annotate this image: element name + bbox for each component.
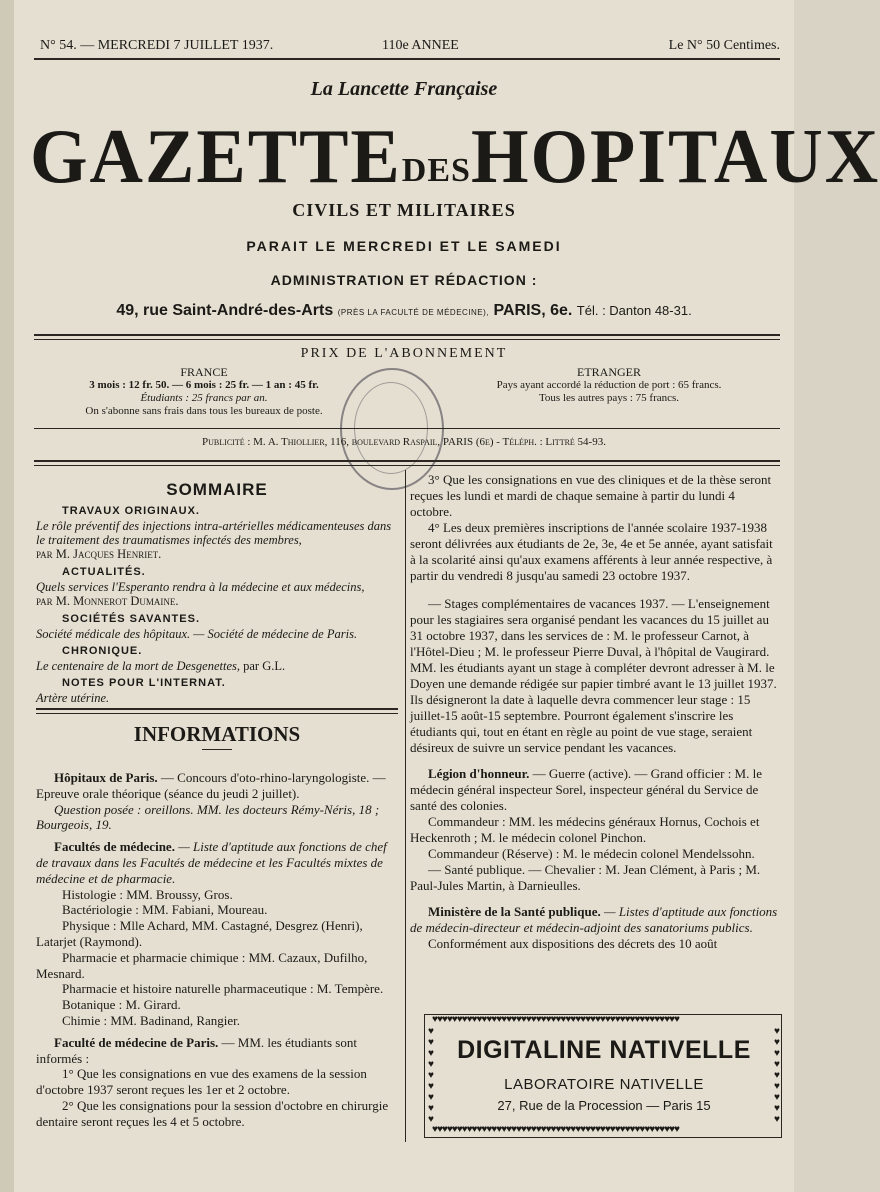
right-paragraph: Conformément aux dispositions des décrets des 10 août	[428, 936, 718, 951]
sommaire-section	[36, 504, 398, 562]
masthead-subtitle: CIVILS ET MILITAIRES	[292, 200, 516, 220]
info-question: Question posée : oreillons. MM. les docteurs Rémy-Néris, 18 ; Bourgeois, 19.	[36, 801, 380, 833]
sommaire-section-text: Artère utérine.	[36, 691, 110, 705]
address-note: (PRÈS LA FACULTÉ DE MÉDECINE),	[337, 308, 490, 317]
right-paragraph: Commandeur (Réserve) : M. le médecin colonel Mendelssohn.	[428, 846, 755, 861]
ad-laboratory: LABORATOIRE NATIVELLE	[504, 1076, 704, 1093]
info-aptitude-item: Bactériologie : MM. Fabiani, Moureau.	[62, 902, 268, 918]
rule-after-pub-2	[34, 465, 780, 466]
masthead-des: DES	[401, 152, 471, 189]
top-rule	[34, 58, 780, 60]
sommaire-section	[36, 565, 398, 609]
masthead-gazette: GAZETTE	[30, 113, 402, 201]
info-aptitude-item: Botanique : M. Girard.	[62, 997, 181, 1013]
ad-border-top: ♥♥♥♥♥♥♥♥♥♥♥♥♥♥♥♥♥♥♥♥♥♥♥♥♥♥♥♥♥♥♥♥♥♥♥♥♥♥♥♥♥♥♥♥♥♥♥♥♥♥	[432, 1014, 679, 1025]
info-lead-facultes: Facultés de médecine.	[54, 839, 175, 855]
sommaire-section-text: Le centenaire de la mort de Desgenettes,	[36, 659, 240, 673]
subscription-france	[44, 366, 364, 418]
address-city: PARIS, 6e.	[493, 302, 573, 319]
right-paragraph-stages: — Stages complémentaires de vacances 1937. — L'enseignement pour les stagiaires sera organisé pendant les vacances du 15 juillet au 31 octobre 1937, dans les services de : M. le professeur Carnot, à l'Hôtel-Dieu ; M. le professeur Pierre Duval, à l'hôpital de Vaugirard. MM. les étudiants ayant un stage à compléter devront adresser à M. le Doyen une demande rédigée sur papier timbré avant le 13 juillet 1937. Ils désigneront la date à laquelle devra commencer leur stage : 15 juillet-15 août-15 septembre. Pourront également s'inscrire les étudiants qui, tout en étant en règle au point de vue stage, seraient désireux de suivre un service pendant les vacances.	[410, 596, 777, 755]
sommaire-section-text: Quels services l'Esperanto rendra à la médecine et aux médecins,	[36, 580, 365, 594]
sommaire-heading: SOMMAIRE	[166, 480, 268, 499]
telephone: Tél. : Danton 48-31.	[576, 303, 692, 318]
sommaire-section-title: CHRONIQUE.	[62, 645, 143, 657]
info-paragraph-faculte-paris	[36, 1035, 398, 1067]
ad-border-right: ♥ ♥ ♥ ♥ ♥ ♥ ♥ ♥ ♥	[774, 1026, 780, 1125]
publication-frequency: PARAIT LE MERCREDI ET LE SAMEDI	[246, 238, 562, 254]
informations-heading	[36, 722, 398, 750]
right-paragraph-ministere	[410, 904, 780, 936]
subscription-etranger	[444, 366, 774, 405]
column-divider	[405, 470, 406, 1142]
france-students: Étudiants : 25 francs par an.	[140, 392, 268, 404]
sommaire-section	[36, 644, 398, 673]
etranger-label: ETRANGER	[577, 365, 641, 379]
rule-before-informations	[36, 708, 398, 710]
supertitle: La Lancette Française	[310, 78, 498, 100]
info-paragraph-facultes	[36, 839, 398, 886]
info-aptitude-item: Chimie : MM. Badinand, Rangier.	[62, 1012, 241, 1028]
right-column	[410, 472, 780, 952]
info-aptitude-item: Pharmacie et histoire naturelle pharmaceutique : M. Tempère.	[62, 981, 384, 997]
etranger-reduced: Pays ayant accordé la réduction de port : 65 francs.	[496, 379, 722, 391]
ministere-lead: Ministère de la Santé publique.	[428, 904, 601, 919]
sommaire-section	[36, 612, 398, 641]
france-label: FRANCE	[180, 365, 228, 379]
issue-year: 110e ANNEE	[382, 38, 459, 53]
informations-title: INFORMATIONS	[133, 722, 301, 746]
informations-body	[36, 770, 398, 1130]
sommaire-section-title: ACTUALITÉS.	[62, 566, 146, 578]
ad-product-name: DIGITALINE NATIVELLE	[457, 1036, 751, 1064]
sommaire-list	[36, 504, 398, 705]
ministere-text: — Listes d'aptitude aux fonctions de médecin-directeur et médecin-adjoint des sanatoriums publics.	[410, 904, 778, 935]
right-paragraph: — Santé publique. — Chevalier : M. Jean Clément, à Paris ; M. Paul-Jules Martin, à Darnieulles.	[410, 862, 761, 893]
address-street: 49, rue Saint-André-des-Arts	[116, 302, 334, 319]
ad-address: 27, Rue de la Procession — Paris 15	[497, 1098, 711, 1113]
issue-number: N° 54. — MERCREDI 7 JUILLET 1937.	[40, 38, 274, 53]
right-paragraph: 4° Les deux premières inscriptions de l'année scolaire 1937-1938 seront délivrées aux étudiants de 2e, 3e, 4e et 5e année, ayant satisfait à la scolarité ainsi qu'aux examens afférents à leur année respective, à partir du vendredi 8 jusqu'au samedi 23 octobre 1937.	[410, 520, 773, 583]
sommaire-section-author: par G.L.	[243, 659, 286, 673]
rule-before-prix	[34, 334, 780, 336]
sommaire-section-author: par M. Jacques Henriet.	[36, 547, 162, 561]
info-aptitude-item: Histologie : MM. Broussy, Gros.	[62, 886, 233, 902]
info-aptitude-item: Pharmacie et pharmacie chimique : MM. Cazaux, Dufilho, Mesnard.	[36, 949, 368, 981]
masthead	[30, 112, 880, 202]
newspaper-page	[14, 0, 880, 1192]
rule-before-pub	[34, 428, 780, 429]
sommaire-section-author: par M. Monnerot Dumaine.	[36, 594, 179, 608]
subscription-heading: PRIX DE L'ABONNEMENT	[300, 346, 508, 361]
info-text-faculte-paris: — MM. les étudiants sont informés :	[36, 1034, 357, 1066]
legion-lead: Légion d'honneur.	[428, 766, 530, 781]
sommaire-section	[36, 676, 398, 705]
masthead-hopitaux: HOPITAUX	[470, 113, 880, 201]
page-edge	[0, 0, 15, 1192]
info-consignation-item: 2° Que les consignations pour la session d'octobre en chirurgie dentaire seront reçues les 4 et 5 octobre.	[36, 1097, 389, 1129]
info-text-hopitaux: — Concours d'oto-rhino-laryngologiste. — Epreuve orale théorique (séance du jeudi 2 juillet).	[36, 770, 386, 801]
informations-dash	[202, 749, 232, 750]
right-paragraph-legion	[410, 766, 780, 814]
etranger-others: Tous les autres pays : 75 francs.	[538, 392, 680, 404]
info-consignation-item: 1° Que les consignations en vue des examens de la session d'octobre 1937 seront reçues les 1er et 2 octobre.	[36, 1066, 367, 1098]
info-text-facultes: — Liste d'aptitude aux fonctions de chef de travaux dans les Facultés de médecine et les Facultés mixtes de médecine et de pharmacie.	[36, 839, 387, 886]
sommaire-section-text: Le rôle préventif des injections intra-artérielles médicamenteuses dans le traitement des traumatismes infectés des membres,	[36, 519, 392, 547]
administration-heading: ADMINISTRATION ET RÉDACTION :	[270, 272, 538, 288]
right-paragraph: 3° Que les consignations en vue des cliniques et de la thèse seront reçues les lundi et mardi de chaque semaine à partir du lundi 4 octobre.	[410, 472, 772, 519]
rule-before-prix-2	[34, 339, 780, 340]
sommaire-section-text: Société médicale des hôpitaux. — Société de médecine de Paris.	[36, 627, 358, 641]
sommaire-section-title: NOTES POUR L'INTERNAT.	[62, 677, 226, 689]
right-paragraph: Commandeur : MM. les médecins généraux Hornus, Cochois et Heckenroth ; M. le médecin colonel Pinchon.	[410, 814, 760, 845]
france-post: On s'abonne sans frais dans tous les bureaux de poste.	[85, 405, 323, 417]
info-lead-hopitaux: Hôpitaux de Paris.	[54, 770, 158, 785]
address-line	[14, 302, 794, 320]
france-rates: 3 mois : 12 fr. 50. — 6 mois : 25 fr. — 1 an : 45 fr.	[89, 379, 319, 391]
rule-after-pub	[34, 460, 780, 462]
ad-border-bottom: ♥♥♥♥♥♥♥♥♥♥♥♥♥♥♥♥♥♥♥♥♥♥♥♥♥♥♥♥♥♥♥♥♥♥♥♥♥♥♥♥♥♥♥♥♥♥♥♥♥♥	[432, 1124, 679, 1135]
ad-border-left: ♥ ♥ ♥ ♥ ♥ ♥ ♥ ♥ ♥	[428, 1026, 434, 1125]
advertising-contact: Publicité : M. A. Thiollier, 116, boulevard Raspail, PARIS (6e) - Téléph. : Littré 54-93.	[202, 436, 606, 448]
sommaire-section-title: SOCIÉTÉS SAVANTES.	[62, 613, 201, 625]
info-paragraph-hopitaux	[36, 770, 398, 802]
legion-text: — Guerre (active). — Grand officier : M. le médecin général inspecteur Sorel, inspecteur général du Service de santé des colonies.	[410, 766, 762, 813]
rule-before-informations-2	[36, 713, 398, 714]
info-lead-faculte-paris: Faculté de médecine de Paris.	[54, 1034, 219, 1050]
info-aptitude-item: Physique : Mlle Achard, MM. Castagné, Desgrez (Henri), Latarjet (Raymond).	[36, 918, 363, 949]
issue-price: Le N° 50 Centimes.	[668, 38, 780, 53]
sommaire-section-title: TRAVAUX ORIGINAUX.	[62, 505, 200, 517]
